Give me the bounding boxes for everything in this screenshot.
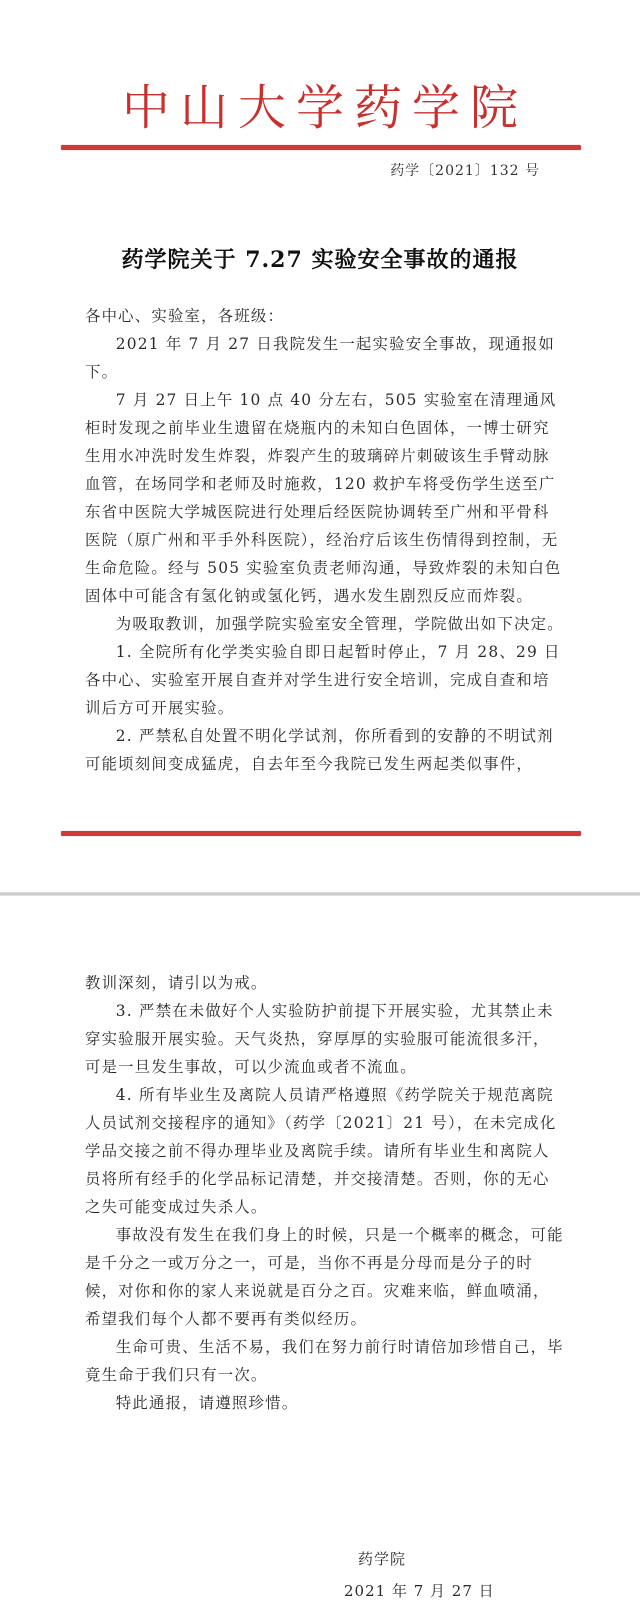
decision-item-2-continuation: 教训深刻，请引以为戒。 [85,974,268,992]
closing-statement: 特此通报，请遵照珍惜。 [115,1394,299,1412]
body-paragraph-probability: 事故没有发生在我们身上的时候，只是一个概率的概念，可能是千分之一或万分之一，可是，当你不再是分母而是分子的时候，对你和你的家人来说就是百分之百。灾难来临，鲜血喷涌，希望我们每个人都不要再有类似经历。 [85,1226,564,1328]
footer-red-rule [61,831,581,836]
organization-letterhead: 中山大学药学院 [121,80,528,136]
body-paragraph-decision-intro: 为吸取教训，加强学院实验室安全管理，学院做出如下决定。 [115,615,564,633]
page1-body [85,302,565,778]
page2-body [85,969,565,1417]
document-number: 药学〔2021〕132 号 [390,163,540,179]
letterhead-red-rule [61,145,581,150]
body-paragraph-intro: 2021 年 7 月 27 日我院发生一起实验安全事故，现通报如下。 [85,335,556,381]
body-paragraph-cherish-life: 生命可贵、生活不易，我们在努力前行时请倍加珍惜自己，毕竟生命于我们只有一次。 [85,1338,564,1384]
salutation: 各中心、实验室，各班级： [85,307,285,325]
signature-date: 2021 年 7 月 27 日 [344,1582,495,1600]
decision-item-2-start: 2. 严禁私自处置不明化学试剂，你所看到的安静的不明试剂可能顷刻间变成猛虎，自去年至今我院已发生两起类似事件， [85,727,554,773]
signature-issuer: 药学院 [358,1550,407,1568]
body-paragraph-incident: 7 月 27 日上午 10 点 40 分左右，505 实验室在清理通风柜时发现之前毕业生遗留在烧瓶内的未知白色固体，一博士研究生用水冲洗时发生炸裂，炸裂产生的玻璃碎片刺破该生手臂动脉血管，在场同学和老师及时施救，120 救护车将受伤学生送至广东省中医院大学城医院进行处理后经医院协调转至广州和平骨科医院（原广州和平手外科医院），经治疗后该生伤情得到控制，无生命危险。经与 505 实验室负责老师沟通，导致炸裂的未知白色固体中可能含有氢化钠或氢化钙，遇水发生剧烈反应而炸裂。 [85,391,562,605]
document-title: 药学院关于 7.27 实验安全事故的通报 [121,247,519,273]
document-page-2 [0,896,640,1621]
decision-item-3: 3. 严禁在未做好个人实验防护前提下开展实验，尤其禁止未穿实验服开展实验。天气炎热，穿厚厚的实验服可能流很多汗，可是一旦发生事故，可以少流血或者不流血。 [85,1002,554,1076]
decision-item-4: 4. 所有毕业生及离院人员请严格遵照《药学院关于规范离院人员试剂交接程序的通知》（药学〔2021〕21 号），在未完成化学品交接之前不得办理毕业及离院手续。请所有毕业生和离院人员将所有经手的化学品标记清楚，并交接清楚。否则，你的无心之失可能变成过失杀人。 [85,1086,557,1216]
decision-item-1: 1. 全院所有化学类实验自即日起暂时停止，7 月 28、29 日各中心、实验室开展自查并对学生进行安全培训，完成自查和培训后方可开展实验。 [85,643,561,717]
